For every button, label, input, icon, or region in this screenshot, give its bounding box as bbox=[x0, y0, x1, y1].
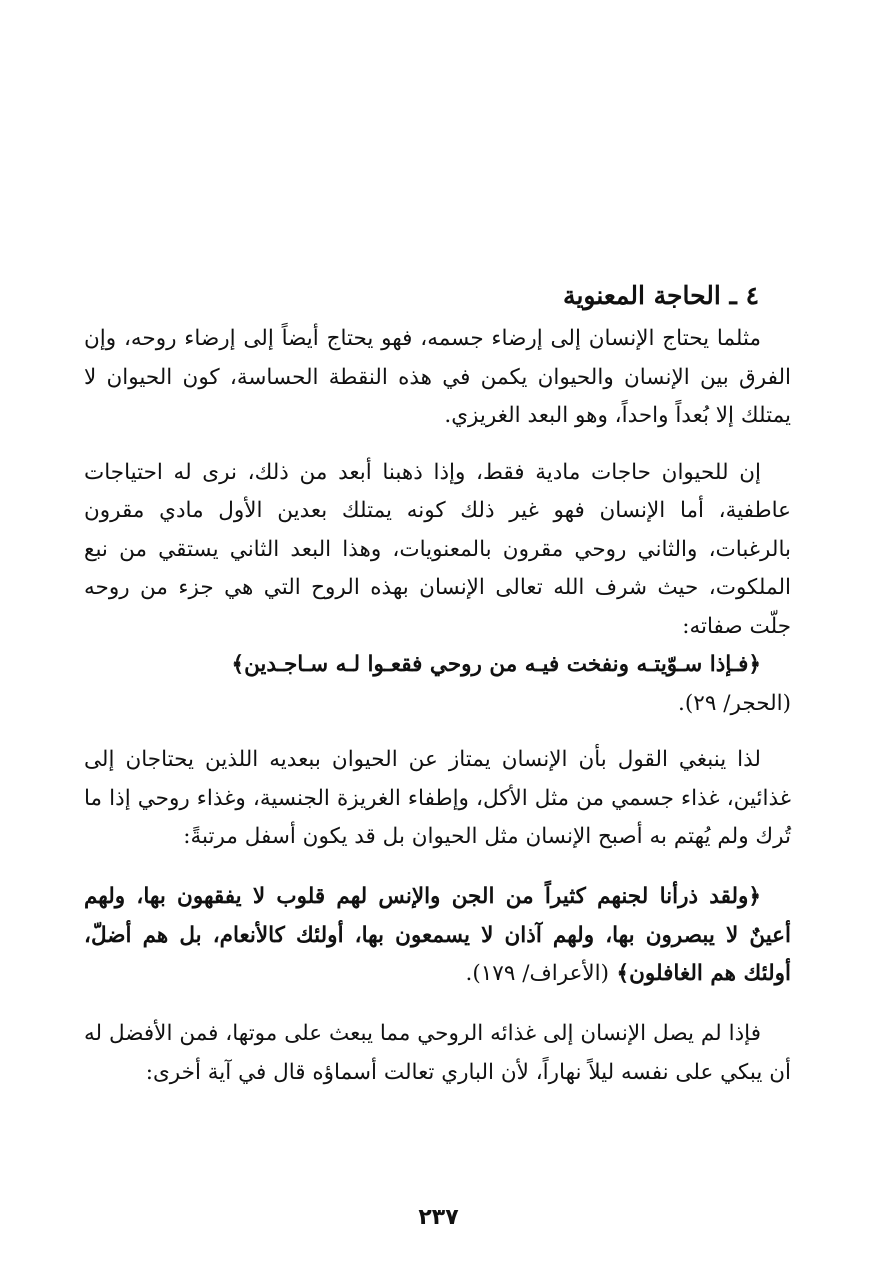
section-heading: ٤ ـ الحاجة المعنوية bbox=[563, 281, 759, 310]
quran-verse-2-text: ﴿ولقد ذرأنا لجنهم كثيراً من الجن والإنس لهم قلوب لا يفقهون بها، ولهم أعينٌ لا يبصرون بها، ولهم آذان لا يسمعون بها، أولئك كالأنعام، بل هم أضلّ، أولئك هم الغافلون﴾ bbox=[84, 884, 791, 986]
quran-verse-2 bbox=[84, 878, 791, 994]
paragraph-4: فإذا لم يصل الإنسان إلى غذائه الروحي مما يبعث على موتها، فمن الأفضل له أن يبكي على نفسه ليلاً نهاراً، لأن الباري تعالت أسماؤه قال في آية أخرى: bbox=[84, 1021, 791, 1085]
paragraph-3: لذا ينبغي القول بأن الإنسان يمتاز عن الحيوان ببعديه اللذين يحتاجان إلى غذائين، غذاء جسمي من مثل الأكل، وإطفاء الغريزة الجنسية، وغذاء روحي إذا ما تُرك ولم يُهتم به أصبح الإنسان مثل الحيوان بل قد يكون أسفل مرتبةً: bbox=[84, 747, 791, 849]
verse-citation-1: (الحجر/ ٢٩). bbox=[678, 690, 791, 716]
verse-citation-2: (الأعراف/ ١٧٩). bbox=[465, 961, 610, 986]
page-body bbox=[84, 272, 791, 1110]
quran-verse-1: ﴿فـإذا سـوّيتـه ونفخت فيـه من روحي فقعـوا لـه سـاجـدين﴾ bbox=[231, 652, 761, 677]
paragraph-1: مثلما يحتاج الإنسان إلى إرضاء جسمه، فهو يحتاج أيضاً إلى إرضاء روحه، وإن الفرق بين الإنسان والحيوان يكمن في هذه النقطة الحساسة، كون الحيوان لا يمتلك إلا بُعداً واحداً، وهو البعد الغريزي. bbox=[84, 326, 791, 428]
paragraph-2: إن للحيوان حاجات مادية فقط، وإذا ذهبنا أبعد من ذلك، نرى له احتياجات عاطفية، أما الإنسان فهو غير ذلك كونه يمتلك بعدين الأول مادي مقرون بالرغبات، والثاني روحي مقرون بالمعنويات، وهذا البعد الثاني يستقي من نبع الملكوت، حيث شرف الله تعالى الإنسان بهذه الروح التي هي جزء من روحه جلّت صفاته: bbox=[84, 459, 791, 639]
page-number: ٢٣٧ bbox=[418, 1205, 459, 1230]
